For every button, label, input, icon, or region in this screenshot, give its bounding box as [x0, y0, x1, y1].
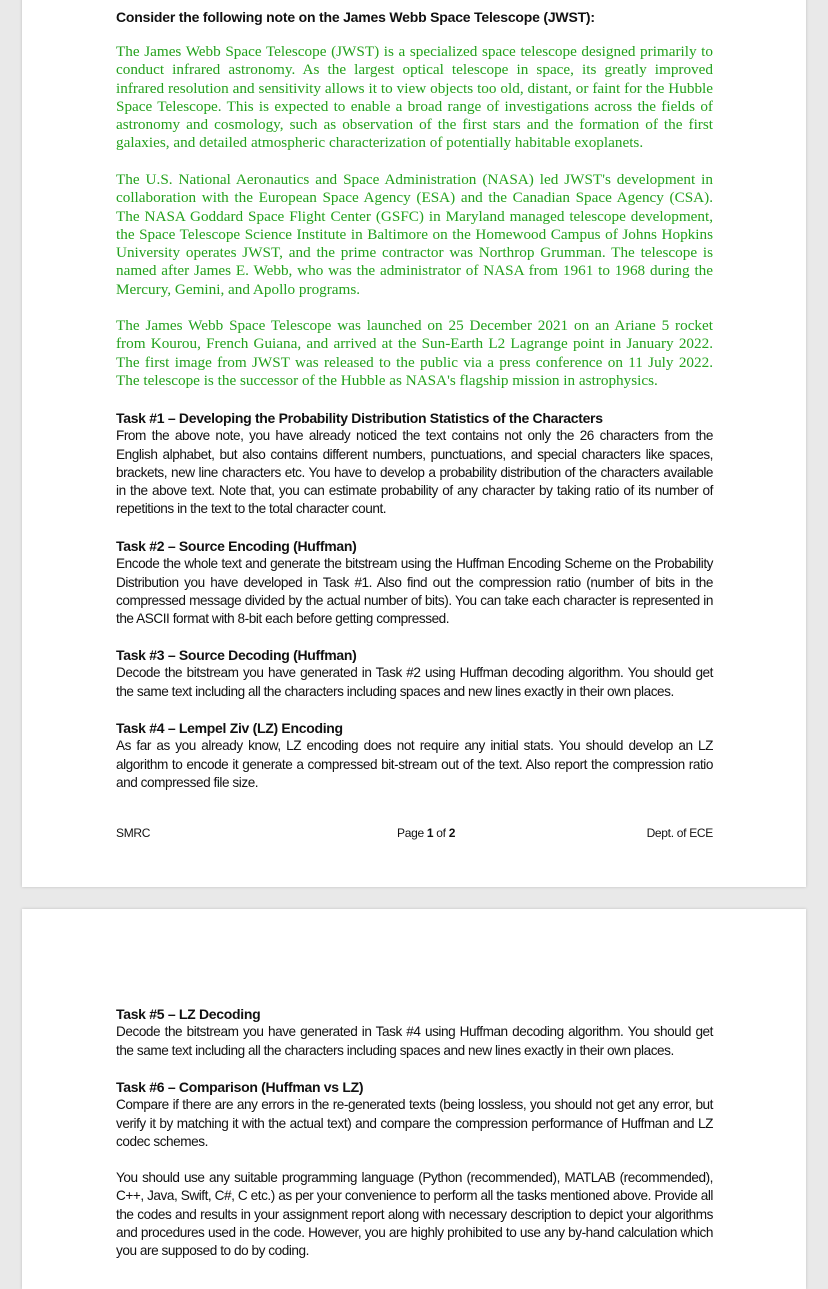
- document-page-2: [22, 909, 806, 1289]
- page-mid: of: [433, 826, 449, 840]
- task-2-section: [116, 537, 713, 628]
- task-5-section: [116, 1005, 713, 1060]
- task-4-section: [116, 719, 713, 792]
- task-3-title: Task #3 – Source Decoding (Huffman): [116, 647, 357, 663]
- page-total: 2: [448, 826, 456, 840]
- footer-page-number: [397, 826, 455, 840]
- footer-right: Dept. of ECE: [646, 826, 713, 840]
- footer-left: SMRC: [116, 826, 151, 840]
- jwst-paragraph-2: The U.S. National Aeronautics and Space Administration (NASA) led JWST's development in collaboration with the European Space Agency (ESA) and the Canadian Space Agency (CSA). The NASA Goddard Space Flight Center (GSFC) in Maryland managed telescope development, the Space Telescope Science Institute in Baltimore on the Homewood Campus of Johns Hopkins University operates JWST, and the prime contractor was Northrop Grumman. The telescope is named after James E. Webb, who was the administrator of NASA from 1961 to 1968 during the Mercury, Gemini, and Apollo programs.: [116, 171, 713, 298]
- document-page-1: [22, 0, 806, 887]
- closing-section: [116, 1169, 713, 1260]
- page-footer: [116, 826, 713, 842]
- task-6-section: [116, 1078, 713, 1151]
- task-3-body: Decode the bitstream you have generated in Task #2 using Huffman decoding algorithm. You should get the same text including all the characters including spaces and new lines exactly in their own places.: [116, 665, 713, 699]
- page-current: 1: [426, 826, 434, 840]
- task-2-body: Encode the whole text and generate the bitstream using the Huffman Encoding Scheme on the Probability Distribution you have developed in Task #1. Also find out the compression ratio (number of bits in the compressed message divided by the actual number of bits). You can take each character is represented in the ASCII format with 8-bit each before getting compressed.: [116, 556, 713, 627]
- task-4-body: As far as you already know, LZ encoding does not require any initial stats. You should develop an LZ algorithm to encode it generate a compressed bit-stream out of the text. Also report the compression ratio and compressed file size.: [116, 738, 713, 790]
- task-2-title: Task #2 – Source Encoding (Huffman): [116, 538, 357, 554]
- task-6-body: Compare if there are any errors in the re-generated texts (being lossless, you should not get any error, but verify it by matching it with the actual text) and compare the compression performance of Huffman and LZ codec schemes.: [116, 1097, 713, 1149]
- task-4-title: Task #4 – Lempel Ziv (LZ) Encoding: [116, 720, 343, 736]
- task-6-title: Task #6 – Comparison (Huffman vs LZ): [116, 1079, 364, 1095]
- jwst-paragraph-3: The James Webb Space Telescope was launched on 25 December 2021 on an Ariane 5 rocket from Kourou, French Guiana, and arrived at the Sun-Earth L2 Lagrange point in January 2022. The first image from JWST was released to the public via a press conference on 11 July 2022. The telescope is the successor of the Hubble as NASA's flagship mission in astrophysics.: [116, 317, 713, 389]
- page-prefix: Page: [397, 826, 427, 840]
- task-3-section: [116, 646, 713, 701]
- task-5-title: Task #5 – LZ Decoding: [116, 1006, 261, 1022]
- jwst-paragraph-1: The James Webb Space Telescope (JWST) is a specialized space telescope designed primarily to conduct infrared astronomy. As the largest optical telescope in space, its greatly improved infrared resolution and sensitivity allows it to view objects too old, distant, or faint for the Hubble Space Telescope. This is expected to enable a broad range of investigations across the fields of astronomy and cosmology, such as observation of the first stars and the formation of the first galaxies, and detailed atmospheric characterization of potentially habitable exoplanets.: [116, 43, 713, 152]
- task-1-body: From the above note, you have already noticed the text contains not only the 26 characters from the English alphabet, but also contains different numbers, punctuations, and special characters like spaces, brackets, new line characters etc. You have to develop a probability distribution of the characters available in the above text. Note that, you can estimate probability of any character by taking ratio of its number of repetitions in the text to the total character count.: [116, 428, 713, 517]
- closing-paragraph: You should use any suitable programming language (Python (recommended), MATLAB (recommended), C++, Java, Swift, C#, C etc.) as per your convenience to perform all the tasks mentioned above. Provide all the codes and results in your assignment report along with necessary description to depict your algorithms and procedures used in the code. However, you are highly prohibited to use any by-hand calculation which you are supposed to do by coding.: [116, 1170, 713, 1259]
- task-1-section: [116, 409, 713, 519]
- intro-heading: Consider the following note on the James Webb Space Telescope (JWST):: [116, 9, 595, 25]
- task-5-body: Decode the bitstream you have generated in Task #4 using Huffman decoding algorithm. You should get the same text including all the characters including spaces and new lines exactly in their own places.: [116, 1024, 713, 1058]
- task-1-title: Task #1 – Developing the Probability Distribution Statistics of the Characters: [116, 410, 603, 426]
